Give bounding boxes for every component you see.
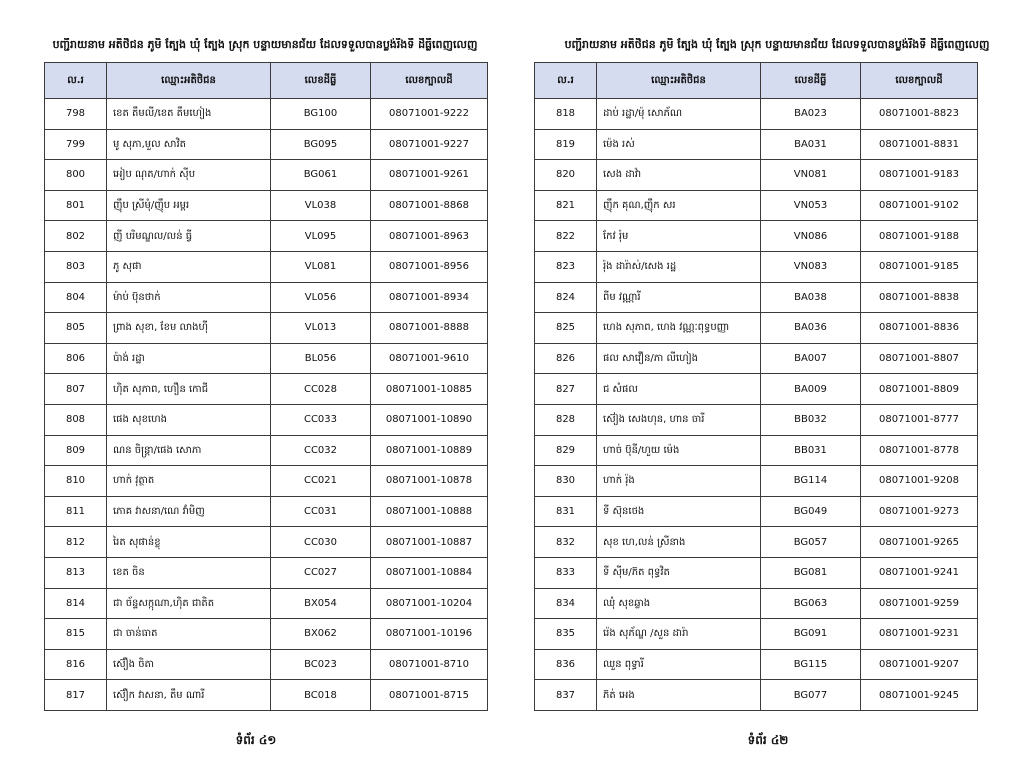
cell-number: 833 (535, 557, 597, 588)
table-row (45, 680, 488, 711)
cell-land-id: 08071001-9208 (861, 466, 978, 497)
cell-parcel-code: VL081 (271, 251, 371, 282)
cell-parcel-code: VL013 (271, 313, 371, 344)
cell-number: 829 (535, 435, 597, 466)
table-header-row (535, 63, 978, 99)
cell-parcel-code: BG057 (761, 527, 861, 558)
cell-customer-name: ម៉េង រស់ (597, 129, 761, 160)
cell-customer-name: ហ៊ិត សុភាព, ហឿន កោជី (107, 374, 271, 405)
cell-customer-name: ហេង សុភាព, ហេង វណ្ណៈពុទ្ធបញ្ញា (597, 313, 761, 344)
cell-parcel-code: BB031 (761, 435, 861, 466)
cell-customer-name: ផេង សុខហេង (107, 404, 271, 435)
cell-land-id: 08071001-9245 (861, 680, 978, 711)
cell-land-id: 08071001-10890 (371, 404, 488, 435)
table-row (535, 313, 978, 344)
cell-land-id: 08071001-10885 (371, 374, 488, 405)
cell-number: 837 (535, 680, 597, 711)
cell-parcel-code: BG091 (761, 619, 861, 650)
cell-customer-name: ម៉ាប់ ប៊ុនថាក់ (107, 282, 271, 313)
cell-customer-name: ហាក់ រ៉ុង (597, 466, 761, 497)
cell-land-id: 08071001-9222 (371, 99, 488, 130)
cell-number: 813 (45, 557, 107, 588)
cell-number: 811 (45, 496, 107, 527)
cell-land-id: 08071001-8823 (861, 99, 978, 130)
cell-number: 819 (535, 129, 597, 160)
table-row (535, 282, 978, 313)
column-header-name: ឈ្មោះអតិថិជន (107, 63, 271, 99)
cell-parcel-code: BG061 (271, 160, 371, 191)
cell-number: 802 (45, 221, 107, 252)
cell-land-id: 08071001-8778 (861, 435, 978, 466)
cell-parcel-code: BG100 (271, 99, 371, 130)
cell-number: 828 (535, 404, 597, 435)
cell-customer-name: រ៉ុង ដារ៉ាស់/សេង រដ្ឋ (597, 251, 761, 282)
cell-land-id: 08071001-8956 (371, 251, 488, 282)
table-row (45, 190, 488, 221)
cell-number: 830 (535, 466, 597, 497)
cell-number: 823 (535, 251, 597, 282)
table-row (45, 99, 488, 130)
cell-customer-name: សេង ដាវ៉ា (597, 160, 761, 191)
cell-customer-name: ស៊ឿក វាសនា, តឹម ណារី (107, 680, 271, 711)
cell-land-id: 08071001-8868 (371, 190, 488, 221)
cell-parcel-code: BC023 (271, 649, 371, 680)
cell-number: 821 (535, 190, 597, 221)
cell-land-id: 08071001-9207 (861, 649, 978, 680)
cell-customer-name: សុខ ហេ,លន់ ស្រីនាង (597, 527, 761, 558)
cell-parcel-code: CC032 (271, 435, 371, 466)
cell-land-id: 08071001-9231 (861, 619, 978, 650)
cell-customer-name: ស៊ឿង ចិតា (107, 649, 271, 680)
table-row (535, 129, 978, 160)
table-row (45, 221, 488, 252)
cell-customer-name: ហាក់ វុត្ថាត (107, 466, 271, 497)
cell-land-id: 08071001-8809 (861, 374, 978, 405)
cell-number: 835 (535, 619, 597, 650)
cell-number: 798 (45, 99, 107, 130)
cell-land-id: 08071001-10884 (371, 557, 488, 588)
cell-parcel-code: CC021 (271, 466, 371, 497)
cell-number: 822 (535, 221, 597, 252)
cell-land-id: 08071001-8807 (861, 343, 978, 374)
table-row (535, 374, 978, 405)
cell-number: 815 (45, 619, 107, 650)
table-row (45, 649, 488, 680)
cell-number: 826 (535, 343, 597, 374)
cell-parcel-code: VL038 (271, 190, 371, 221)
cell-parcel-code: BB032 (761, 404, 861, 435)
cell-number: 831 (535, 496, 597, 527)
page-header: បញ្ជីរាយនាម អតិថិជន ភូមិ ត្បែង ឃុំ ត្បែង ស្រុក បន្ទាយមានជ័យ ដែលទទួលបានប្លង់រឹងទី ដីធ្លីពេញលេញ (52, 38, 478, 51)
cell-parcel-code: BA009 (761, 374, 861, 405)
cell-parcel-code: VL095 (271, 221, 371, 252)
cell-number: 820 (535, 160, 597, 191)
table-row (45, 160, 488, 191)
cell-parcel-code: VL056 (271, 282, 371, 313)
table-row (45, 343, 488, 374)
cell-land-id: 08071001-9185 (861, 251, 978, 282)
table-row (45, 282, 488, 313)
table-row (45, 466, 488, 497)
cell-number: 832 (535, 527, 597, 558)
cell-land-id: 08071001-9610 (371, 343, 488, 374)
cell-parcel-code: BL056 (271, 343, 371, 374)
table-row (535, 160, 978, 191)
cell-customer-name: ព្រាង សុខា, ខែម លាងហ៊ី (107, 313, 271, 344)
cell-parcel-code: BG095 (271, 129, 371, 160)
table-row (45, 619, 488, 650)
table-row (45, 496, 488, 527)
cell-land-id: 08071001-8934 (371, 282, 488, 313)
cell-customer-name: រៃត សុផាន់ខ្លុ (107, 527, 271, 558)
cell-number: 816 (45, 649, 107, 680)
page-number: ទំព័រ ៤២ (747, 733, 789, 747)
cell-customer-name: ខេត តឹមលី/ខេត តឹមហៀង (107, 99, 271, 130)
cell-customer-name: ពីម វណ្ណារី (597, 282, 761, 313)
cell-customer-name: ហាច់ ប៊ុនី/ហួយ ម៉េង (597, 435, 761, 466)
cell-land-id: 08071001-10889 (371, 435, 488, 466)
cell-number: 809 (45, 435, 107, 466)
table-row (535, 619, 978, 650)
cell-parcel-code: BA031 (761, 129, 861, 160)
cell-number: 824 (535, 282, 597, 313)
table-row (535, 680, 978, 711)
table-row (535, 649, 978, 680)
cell-customer-name: ណន ចិន្ត្រា/ផេង សោភា (107, 435, 271, 466)
cell-customer-name: ភូ សុផា (107, 251, 271, 282)
cell-parcel-code: CC033 (271, 404, 371, 435)
cell-parcel-code: VN053 (761, 190, 861, 221)
cell-parcel-code: BG081 (761, 557, 861, 588)
cell-number: 807 (45, 374, 107, 405)
cell-land-id: 08071001-9102 (861, 190, 978, 221)
table-row (535, 99, 978, 130)
table-row (535, 557, 978, 588)
cell-parcel-code: BC018 (271, 680, 371, 711)
cell-number: 803 (45, 251, 107, 282)
cell-parcel-code: BG063 (761, 588, 861, 619)
cell-number: 801 (45, 190, 107, 221)
cell-customer-name: ខេត ចិន (107, 557, 271, 588)
cell-customer-name: ជា ចាន់ធាត (107, 619, 271, 650)
cell-number: 812 (45, 527, 107, 558)
cell-customer-name: ជ សំផល (597, 374, 761, 405)
column-header-land: លេខក្បាលដី (861, 63, 978, 99)
cell-customer-name: ដាប់ រដ្ឋា/ម៉ុ សោភ័ណ (597, 99, 761, 130)
cell-parcel-code: CC028 (271, 374, 371, 405)
cell-parcel-code: BX054 (271, 588, 371, 619)
cell-land-id: 08071001-10878 (371, 466, 488, 497)
table-row (535, 496, 978, 527)
cell-customer-name: ស៊ៀង សេងហុន, ហាន ចារី (597, 404, 761, 435)
cell-land-id: 08071001-8888 (371, 313, 488, 344)
cell-customer-name: ផល សាវឿន/ភា លីហៀង (597, 343, 761, 374)
cell-land-id: 08071001-10888 (371, 496, 488, 527)
cell-parcel-code: VN081 (761, 160, 861, 191)
table-row (535, 466, 978, 497)
cell-customer-name: អៀប ណុត/ហាក់ ស៊ីប (107, 160, 271, 191)
cell-land-id: 08071001-8710 (371, 649, 488, 680)
cell-customer-name: ជា ច័ន្ទសក្កុណា,ហ៊ិត ជាតិត (107, 588, 271, 619)
cell-parcel-code: CC030 (271, 527, 371, 558)
cell-land-id: 08071001-9261 (371, 160, 488, 191)
table-row (535, 190, 978, 221)
cell-parcel-code: BX062 (271, 619, 371, 650)
column-header-code: លេខដីធ្លី (271, 63, 371, 99)
column-header-name: ឈ្មោះអតិថិជន (597, 63, 761, 99)
cell-land-id: 08071001-9259 (861, 588, 978, 619)
cell-customer-name: ញ៉ឹក គុណ,ញ៉ឹក សរ (597, 190, 761, 221)
cell-customer-name: ភ៊ត់ អេង (597, 680, 761, 711)
cell-number: 800 (45, 160, 107, 191)
table-row (535, 343, 978, 374)
cell-number: 806 (45, 343, 107, 374)
cell-customer-name: ឈុំ សុខឆ្លាង (597, 588, 761, 619)
cell-customer-name: ទី ស៊ុនថេង (597, 496, 761, 527)
cell-parcel-code: BG077 (761, 680, 861, 711)
cell-number: 827 (535, 374, 597, 405)
cell-land-id: 08071001-8836 (861, 313, 978, 344)
cell-customer-name: រ៉េង សុភ័ណ្ឌ /សួន ដារ៉ា (597, 619, 761, 650)
cell-parcel-code: BA023 (761, 99, 861, 130)
cell-land-id: 08071001-8831 (861, 129, 978, 160)
cell-customer-name: ទី ស៊ីម/ភ៊ត ពុទ្ធវិត (597, 557, 761, 588)
table-row (45, 588, 488, 619)
cell-parcel-code: BA036 (761, 313, 861, 344)
cell-parcel-code: BA038 (761, 282, 861, 313)
table-row (45, 557, 488, 588)
table-row (535, 404, 978, 435)
cell-number: 810 (45, 466, 107, 497)
customer-table (534, 62, 978, 711)
cell-customer-name: មូ សុភា,មួល សាវិត (107, 129, 271, 160)
cell-number: 808 (45, 404, 107, 435)
cell-land-id: 08071001-8838 (861, 282, 978, 313)
cell-customer-name: ភោគ វាសនា/ណេ វាំមិញ (107, 496, 271, 527)
cell-parcel-code: CC027 (271, 557, 371, 588)
table-row (45, 313, 488, 344)
column-header-code: លេខដីធ្លី (761, 63, 861, 99)
cell-land-id: 08071001-9241 (861, 557, 978, 588)
cell-number: 817 (45, 680, 107, 711)
cell-customer-name: ញ៉ឹប ស្រីមុំ/ញ៉ឹប អម្ពរ (107, 190, 271, 221)
cell-land-id: 08071001-9227 (371, 129, 488, 160)
table-row (45, 404, 488, 435)
cell-number: 804 (45, 282, 107, 313)
column-header-land: លេខក្បាលដី (371, 63, 488, 99)
cell-land-id: 08071001-8777 (861, 404, 978, 435)
table-row (45, 527, 488, 558)
cell-number: 836 (535, 649, 597, 680)
cell-land-id: 08071001-9188 (861, 221, 978, 252)
table-row (45, 129, 488, 160)
cell-land-id: 08071001-8715 (371, 680, 488, 711)
cell-parcel-code: BG115 (761, 649, 861, 680)
table-header-row (45, 63, 488, 99)
table-row (45, 374, 488, 405)
cell-customer-name: ប៉ាង់ រដ្ឋា (107, 343, 271, 374)
cell-parcel-code: VN086 (761, 221, 861, 252)
cell-land-id: 08071001-10887 (371, 527, 488, 558)
cell-parcel-code: BA007 (761, 343, 861, 374)
cell-land-id: 08071001-10204 (371, 588, 488, 619)
cell-land-id: 08071001-9273 (861, 496, 978, 527)
table-row (45, 435, 488, 466)
column-header-no: ល.រ (45, 63, 107, 99)
right-page (512, 0, 1024, 759)
cell-parcel-code: CC031 (271, 496, 371, 527)
cell-land-id: 08071001-9183 (861, 160, 978, 191)
cell-customer-name: ឈួន ពុទ្ធារី (597, 649, 761, 680)
table-row (535, 588, 978, 619)
page-header: បញ្ជីរាយនាម អតិថិជន ភូមិ ត្បែង ឃុំ ត្បែង ស្រុក បន្ទាយមានជ័យ ដែលទទួលបានប្លង់រឹងទី ដីធ្លីពេញលេញ (564, 38, 990, 51)
column-header-no: ល.រ (535, 63, 597, 99)
cell-land-id: 08071001-9265 (861, 527, 978, 558)
customer-table (44, 62, 488, 711)
cell-land-id: 08071001-8963 (371, 221, 488, 252)
cell-number: 834 (535, 588, 597, 619)
cell-customer-name: កែវ រ៉ុម (597, 221, 761, 252)
cell-parcel-code: VN083 (761, 251, 861, 282)
page-number: ទំព័រ ៤១ (235, 733, 277, 747)
cell-parcel-code: BG049 (761, 496, 861, 527)
cell-number: 825 (535, 313, 597, 344)
cell-land-id: 08071001-10196 (371, 619, 488, 650)
table-row (535, 221, 978, 252)
cell-number: 818 (535, 99, 597, 130)
cell-customer-name: ញី បរិមណ្ឌល/លន់ ធ្វី (107, 221, 271, 252)
cell-number: 799 (45, 129, 107, 160)
cell-number: 814 (45, 588, 107, 619)
table-row (535, 435, 978, 466)
table-row (45, 251, 488, 282)
table-row (535, 251, 978, 282)
cell-parcel-code: BG114 (761, 466, 861, 497)
cell-number: 805 (45, 313, 107, 344)
table-row (535, 527, 978, 558)
